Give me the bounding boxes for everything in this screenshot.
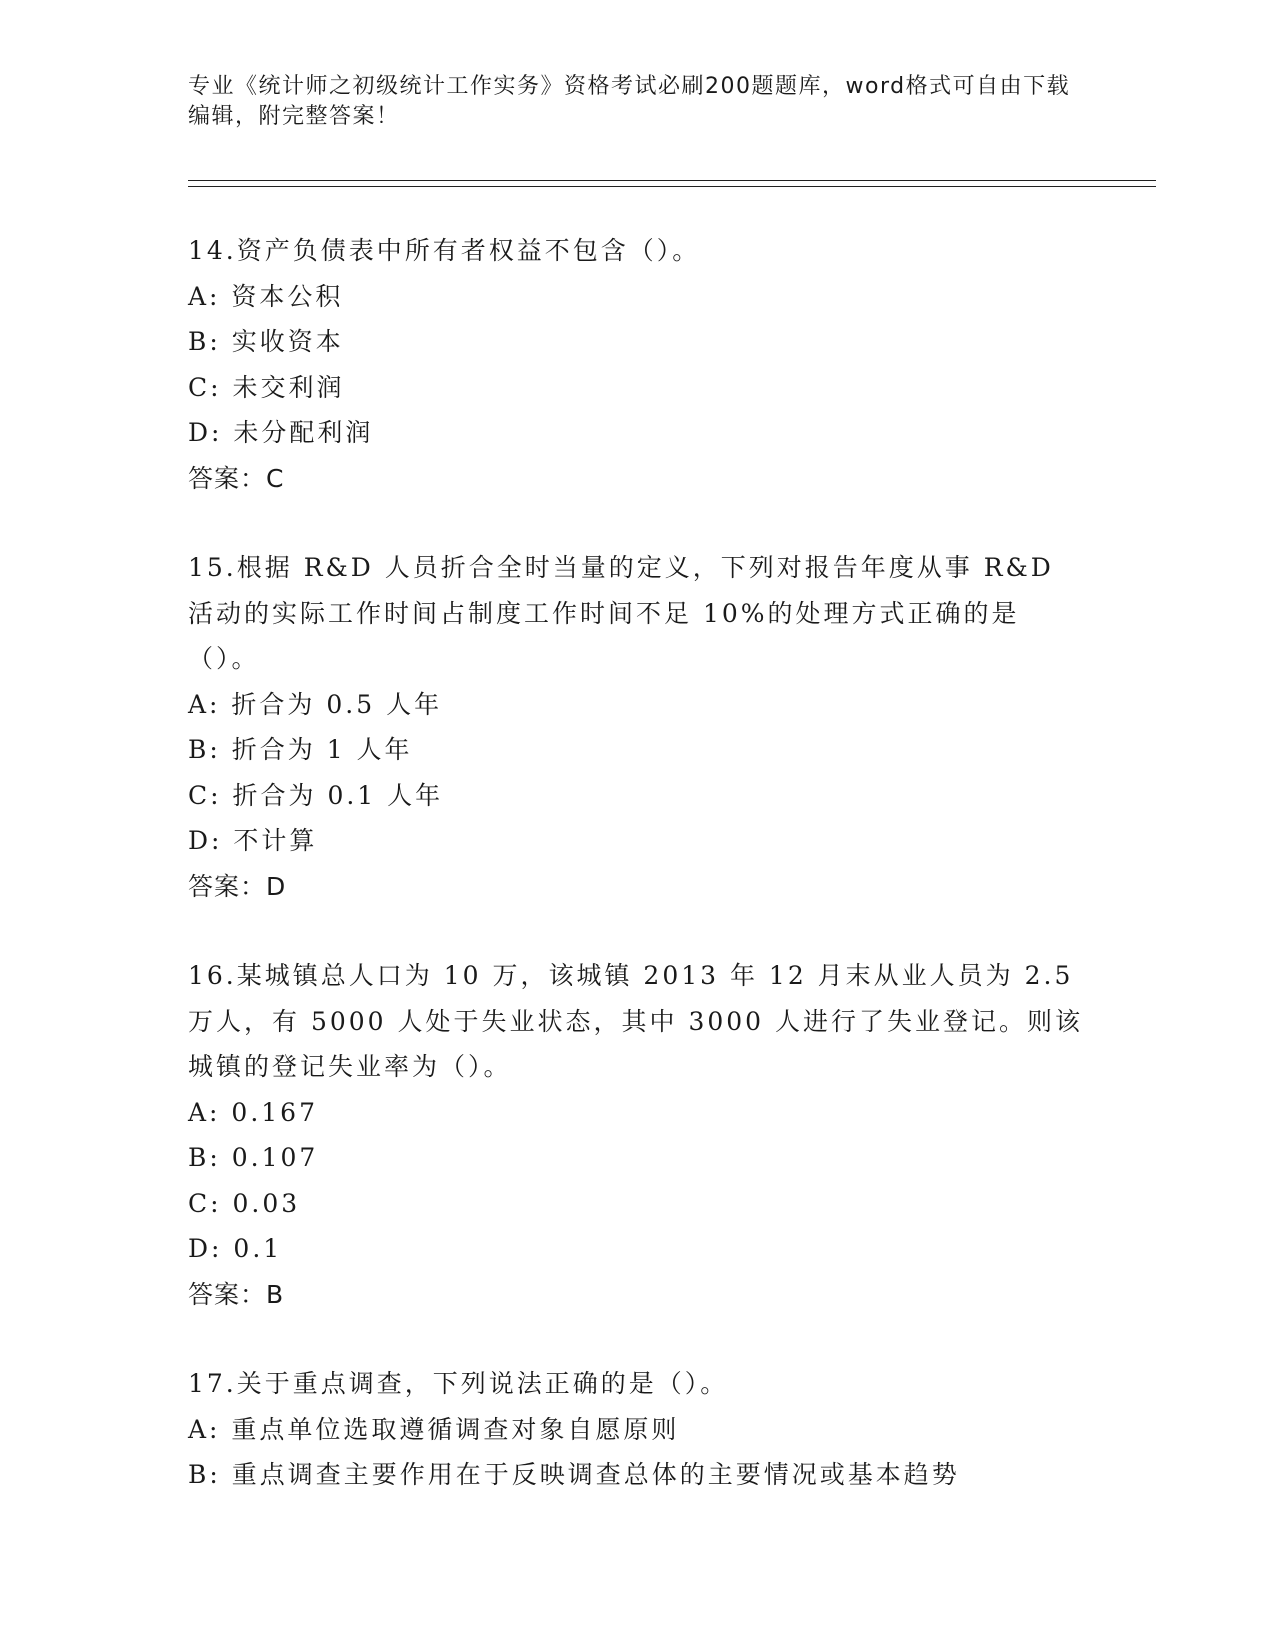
option-a: A: 资本公积 (188, 281, 344, 311)
option-b: B: 重点调查主要作用在于反映调查总体的主要情况或基本趋势 (188, 1460, 960, 1489)
option-c: C: 未交利润 (188, 372, 345, 402)
answer: 答案：D (188, 871, 287, 901)
question-17 (188, 1361, 1088, 1498)
document-header: 专业《统计师之初级统计工作实务》资格考试必刷200题题库，word格式可自由下载编辑，附完整答案！ (188, 74, 1071, 129)
option-a: A: 折合为 0.5 人年 (188, 689, 443, 719)
option-c: C: 0.03 (188, 1188, 301, 1218)
option-a: A: 重点单位选取遵循调查对象自愿原则 (188, 1414, 680, 1444)
question-stem: 14.资产负债表中所有者权益不包含（）。 (188, 236, 701, 265)
option-b: B: 折合为 1 人年 (188, 735, 413, 764)
question-list (188, 228, 1088, 1542)
question-stem: 16.某城镇总人口为 10 万，该城镇 2013 年 12 月末从业人员为 2.5 万人，有 5000 人处于失业状态，其中 3000 人进行了失业登记。则该城镇的登记失业率为（）。 (188, 961, 1084, 1081)
option-b: B: 实收资本 (188, 327, 344, 356)
question-stem: 15.根据 R&D 人员折合全时当量的定义，下列对报告年度从事 R&D 活动的实际工作时间占制度工作时间不足 10%的处理方式正确的是（）。 (188, 553, 1054, 673)
option-b: B: 0.107 (188, 1143, 319, 1172)
option-c: C: 折合为 0.1 人年 (188, 780, 444, 810)
question-14 (188, 228, 1088, 501)
question-16 (188, 953, 1088, 1317)
option-d: D: 不计算 (188, 826, 318, 855)
question-15 (188, 545, 1088, 909)
answer: 答案：B (188, 1279, 285, 1309)
option-d: D: 0.1 (188, 1234, 283, 1263)
header-divider (188, 180, 1156, 187)
option-a: A: 0.167 (188, 1097, 318, 1127)
answer: 答案：C (188, 463, 285, 493)
option-d: D: 未分配利润 (188, 418, 374, 447)
question-stem: 17.关于重点调查，下列说法正确的是（）。 (188, 1369, 729, 1398)
